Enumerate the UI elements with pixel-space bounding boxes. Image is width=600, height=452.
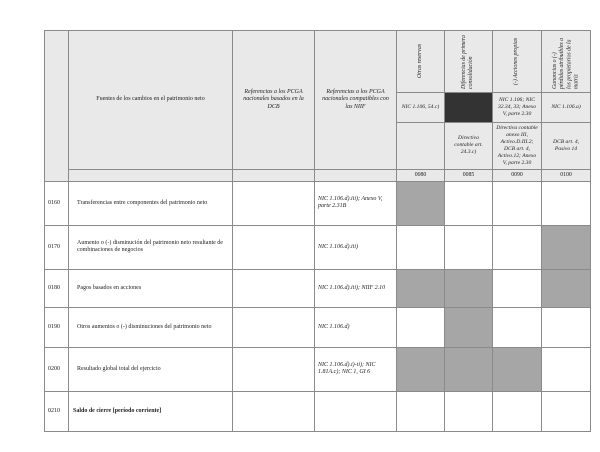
col-head-otras-reservas [397, 31, 445, 93]
row-cell-0080 [397, 225, 445, 269]
col-head-acciones-propias [493, 31, 542, 93]
row-ref-dcb [233, 307, 315, 347]
row-cell-0090 [493, 269, 542, 307]
col-name-diferencias: Diferencias de primera consolidación [461, 34, 475, 89]
col-head-ganancias [542, 31, 591, 93]
row-cell-0090 [493, 225, 542, 269]
row-cell-0090 [493, 391, 542, 431]
row-cell-0085 [445, 347, 493, 391]
table-row [45, 391, 591, 431]
table-row [45, 347, 591, 391]
col-name-ganancias: Ganancias o (-) pérdidas atribuibles a los propietarios de la matriz [551, 37, 580, 89]
col-niif-ref-0080 [397, 93, 445, 123]
row-cell-0085 [445, 391, 493, 431]
code-row-blank-3 [315, 169, 397, 181]
row-label: Pagos basados en acciones [69, 269, 233, 307]
col-code-0090: 0090 [493, 169, 542, 181]
row-cell-0085 [445, 269, 493, 307]
header-ref-dcb-cell [233, 31, 315, 170]
row-cell-0100 [542, 181, 591, 225]
table-row [45, 269, 591, 307]
row-ref-dcb [233, 181, 315, 225]
row-ref-niif: NIC 1.106.d).iii); Anexo V, parte 2.31B [315, 181, 397, 225]
row-label: Saldo de cierre [período corriente] [69, 391, 233, 431]
col-niif-ref-0100 [542, 93, 591, 123]
row-cell-0100 [542, 391, 591, 431]
row-ref-dcb [233, 391, 315, 431]
row-label: Resultado global total del ejercicio [69, 347, 233, 391]
row-code: 0210 [45, 391, 69, 431]
row-ref-niif [315, 391, 397, 431]
equity-changes-table [44, 30, 590, 422]
col-dcb-ref-0085 [445, 123, 493, 170]
row-cell-0080 [397, 391, 445, 431]
col-code-0100: 0100 [542, 169, 591, 181]
col-dcb-ref-0080 [397, 123, 445, 170]
row-ref-niif: NIC 1.106.d) [315, 307, 397, 347]
code-row-blank-1 [69, 169, 233, 181]
header-title-cell [69, 31, 233, 170]
row-label: Transferencias entre componentes del patrimonio neto [69, 181, 233, 225]
row-cell-0090 [493, 307, 542, 347]
row-ref-dcb [233, 225, 315, 269]
col-niif-ref-0090 [493, 93, 542, 123]
col-code-0080: 0080 [397, 169, 445, 181]
col-name-acciones-propias: (-) Acciones propias [513, 37, 520, 85]
col-niif-ref-text-0100: NIC 1.106.a) [551, 104, 581, 110]
row-cell-0090 [493, 181, 542, 225]
col-niif-ref-0085 [445, 93, 493, 123]
col-name-otras-reservas: Otras reservas [416, 44, 423, 79]
row-cell-0080 [397, 181, 445, 225]
row-label: Aumento o (-) disminución del patrimonio neto resultante de combinaciones de negocios [69, 225, 233, 269]
table-row [45, 225, 591, 269]
header-title: Fuentes de los cambios en el patrimonio neto [96, 96, 205, 103]
col-niif-ref-text-0090: NIC 1.106; NIC 32.34, 33; Anexo V, parte 2.30 [497, 97, 537, 117]
row-cell-0090 [493, 347, 542, 391]
col-dcb-ref-text-0090: Directiva contable anexo III, Activo.D.III.2; DCB art. 4, Activo.12; Anexo V, parte 2.30 [496, 125, 538, 166]
row-cell-0085 [445, 181, 493, 225]
row-code: 0190 [45, 307, 69, 347]
table-row [45, 181, 591, 225]
row-cell-0100 [542, 347, 591, 391]
row-code: 0170 [45, 225, 69, 269]
row-cell-0100 [542, 269, 591, 307]
table-row [45, 307, 591, 347]
statement-table [44, 30, 591, 432]
row-cell-0100 [542, 307, 591, 347]
row-ref-niif: NIC 1.106.d).iii); NIIF 2.10 [315, 269, 397, 307]
code-row-blank-2 [233, 169, 315, 181]
col-dcb-ref-0090 [493, 123, 542, 170]
row-ref-dcb [233, 347, 315, 391]
row-cell-0100 [542, 225, 591, 269]
col-dcb-ref-text-0100: DCB art. 4, Pasivo 14 [552, 138, 580, 152]
header-corner-cell [45, 31, 69, 182]
col-niif-ref-text-0080: NIC 1.106, 54.c) [401, 104, 440, 110]
row-cell-0085 [445, 307, 493, 347]
header-ref-niif-cell [315, 31, 397, 170]
row-cell-0085 [445, 225, 493, 269]
row-ref-niif: NIC 1.106.d).i)-ii); NIC 1.81A.c); NIC 1, GI 6 [315, 347, 397, 391]
row-code: 0160 [45, 181, 69, 225]
header-ref-niif: Referencias a los PCGA nacionales compatibles con las NIIF [322, 88, 389, 110]
row-cell-0080 [397, 269, 445, 307]
row-code: 0180 [45, 269, 69, 307]
row-cell-0080 [397, 347, 445, 391]
col-code-0085: 0085 [445, 169, 493, 181]
col-dcb-ref-text-0085: Directiva contable art. 24.3.c) [454, 135, 483, 156]
col-dcb-ref-0100 [542, 123, 591, 170]
header-ref-dcb: Referencias a los PCGA nacionales basados en la DCB [243, 88, 304, 110]
col-head-diferencias [445, 31, 493, 93]
row-cell-0080 [397, 307, 445, 347]
row-code: 0200 [45, 347, 69, 391]
row-ref-dcb [233, 269, 315, 307]
row-label: Otros aumentos o (-) disminuciones del patrimonio neto [69, 307, 233, 347]
row-ref-niif: NIC 1.106.d).iii) [315, 225, 397, 269]
